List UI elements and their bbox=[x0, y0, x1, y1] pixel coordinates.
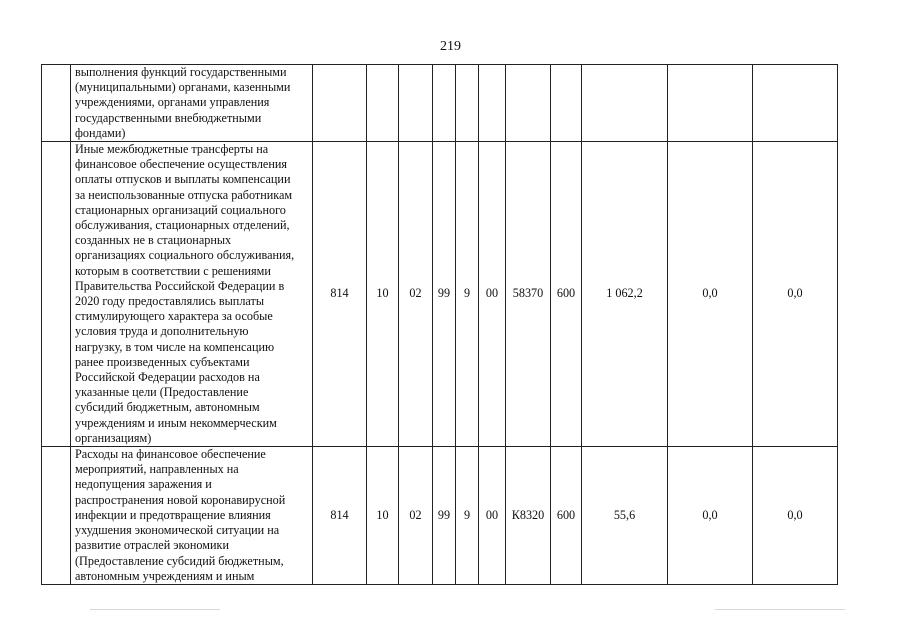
expense-name-line: за неиспользованные отпуска работникам bbox=[75, 187, 293, 202]
direction-code-cell: 58370 bbox=[506, 142, 551, 447]
expense-name-line: учреждениям и иным некоммерческим bbox=[75, 415, 277, 430]
expense-name-line: развитие отраслей экономики bbox=[75, 538, 229, 553]
scan-footer-rule-left bbox=[90, 609, 220, 610]
subsection-code-cell bbox=[399, 65, 433, 142]
budget-table bbox=[41, 64, 838, 585]
expense-name-line: финансовое обеспечение осуществления bbox=[75, 157, 287, 172]
table-row bbox=[42, 65, 838, 142]
row-number-cell bbox=[42, 65, 71, 142]
direction-code-cell: К8320 bbox=[506, 447, 551, 585]
expense-name-line: субсидий бюджетным, автономным bbox=[75, 400, 260, 415]
section-code-cell: 10 bbox=[367, 447, 399, 585]
expense-name-line: государственными внебюджетными bbox=[75, 110, 262, 125]
expense-name-line: Правительства Российской Федерации в bbox=[75, 278, 285, 293]
subsection-code-cell: 02 bbox=[399, 447, 433, 585]
expense-name-line: организациях социального обслуживания, bbox=[75, 248, 295, 263]
expense-type-code-cell bbox=[551, 65, 582, 142]
sum-2022-cell: 0,0 bbox=[668, 447, 753, 585]
sum-2022-cell: 0,0 bbox=[668, 142, 753, 447]
main-event-code-cell: 00 bbox=[479, 447, 506, 585]
expense-name-line: организациям) bbox=[75, 430, 152, 445]
sum-2023-cell bbox=[753, 65, 838, 142]
expense-name-line: автономным учреждениям и иным bbox=[75, 568, 255, 583]
expense-name-line: созданных не в стационарных bbox=[75, 233, 232, 248]
row-number-cell bbox=[42, 142, 71, 447]
ministry-code-cell: 814 bbox=[313, 447, 367, 585]
expense-type-code-cell: 600 bbox=[551, 142, 582, 447]
expense-name-line: инфекции и предотвращение влияния bbox=[75, 507, 271, 522]
expense-type-code-cell: 600 bbox=[551, 447, 582, 585]
ministry-code-cell bbox=[313, 65, 367, 142]
row-number-cell bbox=[42, 447, 71, 585]
expense-name-line: условия труда и дополнительную bbox=[75, 324, 249, 339]
expense-name-line: (Предоставление субсидий бюджетным, bbox=[75, 553, 284, 568]
program-code-cell: 99 bbox=[433, 142, 456, 447]
expense-name-line: ранее произведенных субъектами bbox=[75, 354, 250, 369]
expense-name-cell bbox=[71, 65, 313, 142]
main-event-code-cell: 00 bbox=[479, 142, 506, 447]
expense-name-line: выполнения функций государственными bbox=[75, 65, 287, 79]
main-event-code-cell bbox=[479, 65, 506, 142]
expense-name-line: которым в соответствии с решениями bbox=[75, 263, 271, 278]
program-code-cell bbox=[433, 65, 456, 142]
program-code-cell: 99 bbox=[433, 447, 456, 585]
expense-name-line: стационарных организаций социального bbox=[75, 202, 286, 217]
direction-code-cell bbox=[506, 65, 551, 142]
expense-name-line: мероприятий, направленных на bbox=[75, 462, 239, 477]
expense-name-line: обслуживания, стационарных отделений, bbox=[75, 218, 290, 233]
table-row bbox=[42, 142, 838, 447]
table-row bbox=[42, 447, 838, 585]
expense-name-line: Российской Федерации расходов на bbox=[75, 370, 260, 385]
subprogram-code-cell: 9 bbox=[456, 142, 479, 447]
expense-name-cell bbox=[71, 142, 313, 447]
section-code-cell: 10 bbox=[367, 142, 399, 447]
expense-name-line: недопущения заражения и bbox=[75, 477, 212, 492]
subsection-code-cell: 02 bbox=[399, 142, 433, 447]
sum-2021-cell: 55,6 bbox=[582, 447, 668, 585]
expense-name-line: ухудшения экономической ситуации на bbox=[75, 523, 280, 538]
expense-name-line: Иные межбюджетные трансферты на bbox=[75, 142, 269, 157]
sum-2023-cell: 0,0 bbox=[753, 142, 838, 447]
expense-name-line: (муниципальными) органами, казенными bbox=[75, 80, 291, 95]
page-number: 219 bbox=[440, 39, 461, 54]
expense-name-line: Расходы на финансовое обеспечение bbox=[75, 447, 266, 462]
expense-name-cell bbox=[71, 447, 313, 585]
expense-name-line: фондами) bbox=[75, 125, 126, 140]
scan-footer-rule-right bbox=[715, 609, 845, 610]
expense-name-line: распространения новой коронавирусной bbox=[75, 492, 286, 507]
sum-2023-cell: 0,0 bbox=[753, 447, 838, 585]
subprogram-code-cell bbox=[456, 65, 479, 142]
sum-2021-cell: 1 062,2 bbox=[582, 142, 668, 447]
ministry-code-cell: 814 bbox=[313, 142, 367, 447]
expense-name-line: учреждениями, органами управления bbox=[75, 95, 270, 110]
expense-name-line: нагрузку, в том числе на компенсацию bbox=[75, 339, 275, 354]
subprogram-code-cell: 9 bbox=[456, 447, 479, 585]
sum-2022-cell bbox=[668, 65, 753, 142]
section-code-cell bbox=[367, 65, 399, 142]
expense-name-line: стимулирующего характера за особые bbox=[75, 309, 273, 324]
expense-name-line: 2020 году предоставлялись выплаты bbox=[75, 294, 265, 309]
expense-name-line: оплаты отпусков и выплаты компенсации bbox=[75, 172, 291, 187]
expense-name-line: указанные цели (Предоставление bbox=[75, 385, 249, 400]
sum-2021-cell bbox=[582, 65, 668, 142]
